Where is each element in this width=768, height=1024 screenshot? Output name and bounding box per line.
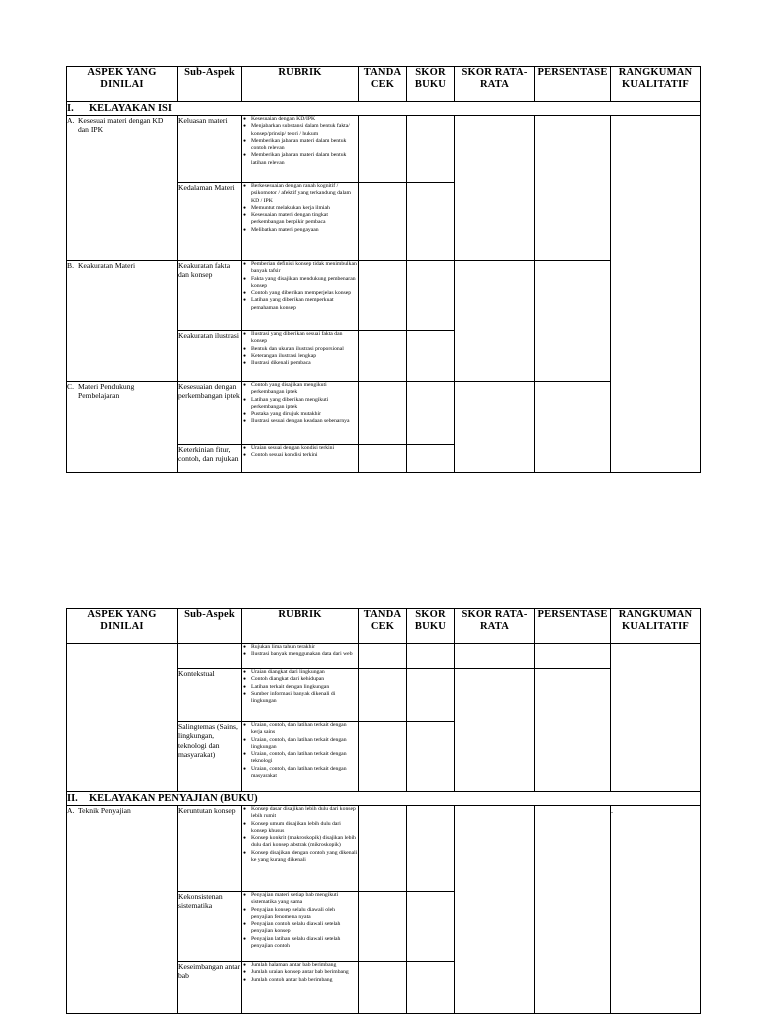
skor-rata-rata-cell[interactable] [455, 806, 535, 1014]
col-header-skor-rata-rata: SKOR RATA-RATA [455, 67, 535, 102]
persentase-cell[interactable] [535, 644, 611, 669]
aspect-cell [67, 806, 178, 1014]
col-header-tanda-cek: TANDA CEK [359, 67, 407, 102]
rubric-list [242, 445, 358, 460]
rubric-table-2 [66, 608, 701, 1014]
skor-buku-cell[interactable] [407, 806, 455, 892]
sub-aspect-name: Keakuratan fakta dan konsep [178, 261, 242, 331]
skor-buku-cell[interactable] [407, 116, 455, 183]
rubric-item: ● Konsep umum disajikan lebih dulu dari konsep khusus [242, 821, 358, 836]
rubric-cell [242, 331, 359, 382]
skor-buku-cell[interactable] [407, 331, 455, 382]
rubric-list [242, 669, 358, 705]
table-row [67, 116, 701, 183]
sub-aspect-name: Kesesuaian dengan perkembangan iptek [178, 382, 242, 445]
skor-buku-cell[interactable] [407, 445, 455, 473]
rangkuman-cell[interactable] [611, 116, 701, 473]
rubric-item: ● Uraian, contoh, dan latihan terkait dengan kerja sains [242, 722, 358, 737]
rubric-item: ● Penyajian konsep selalu diawali oleh penyajian fenomena nyata [242, 907, 358, 922]
persentase-cell[interactable] [535, 382, 611, 473]
rubric-item: ● Jumlah halaman antar bab berimbang [242, 962, 358, 969]
tanda-cek-cell[interactable] [359, 445, 407, 473]
table-row [67, 806, 701, 892]
section-heading [67, 102, 701, 116]
sub-aspect-name: Keruntutan konsep [178, 806, 242, 892]
rubric-item: ● Konsep konkrit (makroskopik) disajikan lebih dulu dari konsep abstrak (mikroskopik) [242, 835, 358, 850]
col-header-persentase: PERSENTASE [535, 67, 611, 102]
sub-aspect-name: Kontekstual [178, 669, 242, 722]
aspect-text: Materi Pendukung Pembelajaran [78, 382, 135, 401]
col-header-skor-buku: SKOR BUKU [407, 609, 455, 644]
rubric-item: ● Ilustrasi banyak menggunakan data dari web [242, 651, 358, 658]
section-heading [67, 792, 701, 806]
rubric-item: ● Uraian, contoh, dan latihan terkait dengan lingkungan [242, 737, 358, 752]
header-row [67, 67, 701, 102]
skor-buku-cell[interactable] [407, 669, 455, 722]
skor-rata-rata-cell[interactable] [455, 669, 535, 792]
persentase-cell[interactable] [535, 669, 611, 792]
rubric-cell [242, 806, 359, 892]
rubric-list [242, 962, 358, 984]
sub-aspect-name: Keakuratan ilustrasi [178, 331, 242, 382]
rubric-list [242, 806, 358, 864]
rubric-item: ● Ilustrasi sesuai dengan keadaan sebenarnya [242, 418, 358, 425]
rubric-item: ● Contoh yang disajikan mengikuti perkembangan iptek [242, 382, 358, 397]
skor-buku-cell[interactable] [407, 261, 455, 331]
aspect-cell [67, 116, 178, 261]
rubric-item: ● Pustaka yang dirujuk mutakhir [242, 411, 358, 418]
tanda-cek-cell[interactable] [359, 806, 407, 892]
col-header-sub-aspek: Sub-Aspek [178, 67, 242, 102]
rubric-cell [242, 722, 359, 792]
rubric-item: ● Latihan yang diberikan mengikuti perkembangan iptek [242, 397, 358, 412]
rubric-item: ● Keterangan ilustrasi lengkap [242, 353, 358, 360]
sub-aspect-name: Kekonsistenan sistematika [178, 892, 242, 962]
aspect-text: Teknik Penyajian [78, 806, 131, 815]
aspect-cell [67, 261, 178, 382]
col-header-aspek: ASPEK YANG DINILAI [67, 609, 178, 644]
rubric-list [242, 183, 358, 234]
rubric-item: ● Uraian, contoh, dan latihan terkait dengan teknologi [242, 751, 358, 766]
rubric-item: ● Fakta yang disajikan mendukung pembenaran konsep [242, 276, 358, 291]
skor-buku-cell[interactable] [407, 183, 455, 261]
sub-aspect-name: Salingtemas (Sains, lingkungan, teknologi dan masyarakat) [178, 722, 242, 792]
skor-buku-cell[interactable] [407, 644, 455, 669]
aspect-text: Kesesuai materi dengan KD dan IPK [78, 116, 164, 135]
col-header-rangkuman: RANGKUMAN KUALITATIF [611, 609, 701, 644]
rubric-item: ● Memberikan jabaran materi dalam bentuk contoh relevan [242, 138, 358, 153]
col-header-persentase: PERSENTASE [535, 609, 611, 644]
rubric-item: ● Bentuk dan ukuran ilustrasi proporsional [242, 346, 358, 353]
rubric-item: ● Rujukan lima tahun terakhir [242, 644, 358, 651]
col-header-skor-buku: SKOR BUKU [407, 67, 455, 102]
tanda-cek-cell[interactable] [359, 962, 407, 1014]
rubric-list [242, 116, 358, 167]
sub-aspect-name: Keluasan materi [178, 116, 242, 183]
tanda-cek-cell[interactable] [359, 892, 407, 962]
rubric-table-1 [66, 66, 701, 473]
section-row [67, 792, 701, 806]
rubric-item: ● Penyajian latihan selalu diawali setelah penyajian contoh [242, 936, 358, 951]
rubric-cell [242, 962, 359, 1014]
stray-mark: . [611, 806, 613, 815]
rangkuman-cell[interactable] [611, 806, 701, 1014]
rubric-item: ● Menjabarkan substansi dalam bentuk fakta/ konsep/prinsip/ teori / hukum [242, 123, 358, 138]
table-row [67, 644, 701, 669]
rubric-item: ● Konsep disajikan dengan contoh yang dikenali ke yang kurang dikenali [242, 850, 358, 865]
aspect-cell [67, 644, 178, 792]
rubric-item: ● Konsep dasar disajikan lebih dulu dari konsep lebih rumit [242, 806, 358, 821]
tanda-cek-cell[interactable] [359, 261, 407, 331]
rubric-list [242, 644, 358, 659]
col-header-skor-rata-rata: SKOR RATA-RATA [455, 609, 535, 644]
rubric-cell [242, 644, 359, 669]
aspect-text: Keakuratan Materi [78, 261, 136, 270]
rubric-item: ● Latihan yang diberikan memperkuat pemahaman konsep [242, 297, 358, 312]
aspect-cell [67, 382, 178, 473]
skor-buku-cell[interactable] [407, 382, 455, 445]
tanda-cek-cell[interactable] [359, 382, 407, 445]
skor-rata-rata-cell[interactable] [455, 382, 535, 473]
rubric-list [242, 722, 358, 780]
col-header-rubrik: RUBRIK [242, 609, 359, 644]
rubric-list [242, 261, 358, 312]
tanda-cek-cell[interactable] [359, 116, 407, 183]
aspect-label: A. [67, 116, 75, 125]
section-row [67, 102, 701, 116]
col-header-rubrik: RUBRIK [242, 67, 359, 102]
rubric-item: ● Memuntut melakukan kerja ilmiah [242, 205, 358, 212]
rubric-item: ● Uraian sesuai dengan kondisi terkini [242, 445, 358, 452]
table-row [67, 382, 701, 445]
table-row [67, 261, 701, 331]
rubric-item: ● Ilustrasi yang diberikan sesuai fakta dan konsep [242, 331, 358, 346]
rubric-item: ● Contoh diangkat dari kehidupan [242, 676, 358, 683]
rubric-cell [242, 183, 359, 261]
rubric-item: ● Melibatkan materi pengayaan [242, 227, 358, 234]
section-title: KELAYAKAN ISI [89, 103, 172, 114]
rubric-item: ● Latihan terkait dengan lingkungan [242, 684, 358, 691]
rubric-list [242, 331, 358, 367]
rubric-item: ● Contoh sesuai kondisi terkini [242, 452, 358, 459]
header-row [67, 609, 701, 644]
persentase-cell[interactable] [535, 261, 611, 382]
col-header-sub-aspek: Sub-Aspek [178, 609, 242, 644]
rubric-item: ● Memberikan jabaran materi dalam bentuk latihan relevan [242, 152, 358, 167]
aspect-label: A. [67, 806, 75, 815]
rubric-item: ● Jumlah uraian konsep antar bab berimbang [242, 969, 358, 976]
col-header-tanda-cek: TANDA CEK [359, 609, 407, 644]
skor-rata-rata-cell[interactable] [455, 261, 535, 382]
sub-aspect-name: Kedalaman Materi [178, 183, 242, 261]
tanda-cek-cell[interactable] [359, 183, 407, 261]
rubric-item: ● Ilustrasi dikenali pembaca [242, 360, 358, 367]
rubric-cell [242, 382, 359, 445]
rangkuman-cell[interactable] [611, 644, 701, 792]
tanda-cek-cell[interactable] [359, 722, 407, 792]
skor-buku-cell[interactable] [407, 962, 455, 1014]
rubric-item: ● Berkesesuaian dengan ranah kognitif / psikomotor / afektif yang terkandung dalam KD / IPK [242, 183, 358, 205]
rubric-item: ● Jumlah contoh antar bab berimbang [242, 977, 358, 984]
rubric-cell [242, 445, 359, 473]
rubric-item: ● Uraian, contoh, dan latihan terkait dengan masyarakat [242, 766, 358, 781]
skor-rata-rata-cell[interactable] [455, 644, 535, 669]
rubric-item: ● Uraian diangkat dari lingkungan [242, 669, 358, 676]
aspect-label: C. [67, 382, 74, 391]
rubric-list [242, 382, 358, 426]
section-number: I. [67, 103, 74, 114]
rubric-item: ● Contoh yang diberikan memperjelas konsep [242, 290, 358, 297]
rubric-cell [242, 669, 359, 722]
tanda-cek-cell[interactable] [359, 331, 407, 382]
col-header-rangkuman: RANGKUMAN KUALITATIF [611, 67, 701, 102]
rubric-item: ● Penyajian contoh selalu diawali setelah penyajian konsep [242, 921, 358, 936]
skor-rata-rata-cell[interactable] [455, 116, 535, 261]
skor-buku-cell[interactable] [407, 892, 455, 962]
sub-aspect-name [178, 644, 242, 669]
section-title: KELAYAKAN PENYAJIAN (BUKU) [89, 793, 258, 804]
rubric-cell [242, 261, 359, 331]
sub-aspect-name: Keterkinian fitur, contoh, dan rujukan [178, 445, 242, 473]
rubric-item: ● Kesesuaian materi dengan tingkat perkembangan berpikir pembaca [242, 212, 358, 227]
persentase-cell[interactable] [535, 116, 611, 261]
rubric-item: ● Sumber informasi banyak dikenali di lingkungan [242, 691, 358, 706]
persentase-cell[interactable] [535, 806, 611, 1014]
tanda-cek-cell[interactable] [359, 669, 407, 722]
rubric-item: ● Pemberian definisi konsep tidak menimbulkan banyak tafsir [242, 261, 358, 276]
rubric-item: ● Penyajian materi setiap bab mengikuti sistematika yang sama [242, 892, 358, 907]
sub-aspect-name: Keseimbangan antar bab [178, 962, 242, 1014]
rubric-cell [242, 116, 359, 183]
aspect-label: B. [67, 261, 74, 270]
rubric-cell [242, 892, 359, 962]
rubric-list [242, 892, 358, 950]
skor-buku-cell[interactable] [407, 722, 455, 792]
col-header-aspek: ASPEK YANG DINILAI [67, 67, 178, 102]
tanda-cek-cell[interactable] [359, 644, 407, 669]
section-number: II. [67, 793, 78, 804]
rubric-item: ● Kesesuaian dengan KD/IPK [242, 116, 358, 123]
